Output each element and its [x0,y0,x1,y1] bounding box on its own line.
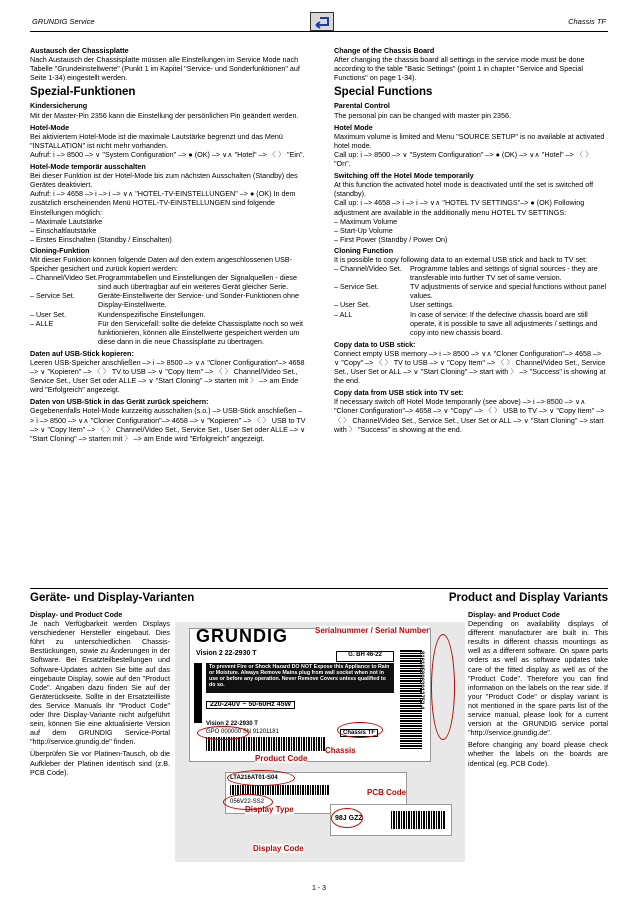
definition-value: Kundenspezifische Einstellungen. [98,309,206,319]
paragraph: Mit dieser Funktion können folgende Daten auf den extern angeschlossenen USB-Speicher gesichert und zurück kopiert werden: [30,254,293,274]
serial-number-vertical: 8161858063012752 4 [418,651,424,710]
list-item: – Maximale Lautstärke [30,216,103,226]
display-number: 056V22-SS2 [230,799,265,805]
model-name: Vision 2 22-2930 T [196,650,257,657]
definition-value: Programmtabellen und Einstellungen der Signalquellen - diese sind auch übertragbar auf ein weiteres Gerät gleicher Serie. [98,273,297,292]
serial-number-callout: Serialnummer / Serial Number [315,626,430,635]
definition-key: – User Set. [334,300,370,310]
header-right: Chassis TF [568,17,606,26]
right-column [334,44,608,437]
paragraph: The personal pin can be changed with master pin 2356. [334,110,512,120]
list-item: – Maximum Volume [334,216,398,226]
paragraph: Connect empty USB memory –> i –> 8500 –> ∨∧ "Cloner Configuration"–> 4658 –> ∨ "Copy" –> 〈 〉 TV to USB –> ∨ "Copy Item" –> 〈 〉 Channel/Video Set., Service Set., User Set or ALL –> ∨ "Start Cloning" –> start with 〉 –> "Success" is showing at the end. [334,348,606,386]
rear-label-photo [175,622,465,862]
subsection-title: Copy data from USB stick into TV set: [334,388,464,398]
subsection-title: Copy data to USB stick: [334,339,416,349]
chassis-highlight-ellipse [337,722,383,738]
subsection-title: Daten auf USB-Stick kopieren: [30,348,134,358]
section-title: Change of the Chassis Board [334,46,435,55]
definition-key: – Service Set. [30,291,75,301]
definition-key: – Channel/Video Set. [30,273,98,283]
definition-key: – ALLE [30,318,54,328]
warning-text: To prevent Fire or Shock Hazard DO NOT Expose this Appliance to Rain or Moisture. Always Remove Mains plug from wall socket when not in use or before any operation. Never Remove Covers unless qualified to do so. [206,663,394,693]
pcb-code-callout: PCB Code [367,788,407,797]
display-type-callout: Display Type [245,805,294,814]
definition-row [30,273,306,291]
display-code-callout: Display Code [253,844,304,853]
list-item: – Erstes Einschalten (Standby / Einschalten) [30,234,172,244]
definition-key: – Channel/Video Set. [334,264,402,274]
list-item: – Start-Up Volume [334,225,393,235]
subsection-title: Hotel-Mode temporär ausschalten [30,162,146,172]
variants-heading-de: Geräte- und Display-Varianten [30,592,195,604]
serial-highlight-ellipse [431,634,455,740]
paragraph: Aufruf: i –> 8500 –> ∨ "System Configuration" –> ● (OK) –> ∨∧ "Hotel" –> 〈 〉 "Ein". [30,149,305,159]
type-plate [189,628,431,762]
chassis-callout: Chassis [325,746,356,755]
definition-key: – Service Set. [334,282,379,292]
subsection-title: Hotel Mode [334,122,373,132]
display-type-ellipse [227,770,295,786]
display-type-code: LTA216AT01-S04 [230,775,278,781]
paragraph: Gegebenenfalls Hotel-Mode kurzzeitig ausschalten (s.o.) –> USB-Stick anschließen –> i –> 8500 –> ∨∧ "Cloner Configuration"–> 4658 –> ∨ "Kopieren" –> 〈 〉 USB to TV –> ∨ "Copy Item" –> 〈 〉 Channel/Video Set., Service Set., User Set oder ALLE –> ∨ "Start Cloning" –> starten mit 〉 –> am Ende wird "Erfolgreich" angezeigt. [30,406,306,443]
definition-row [30,291,306,309]
definition-key: – ALL [334,309,353,319]
definition-value: In case of service: If the defective chassis board are still operate, it is possible to save all adjustments / settings and copy into new chassis board. [410,309,598,337]
subsection-title: Cloning Function [334,245,394,255]
model-name-2: Vision 2 22-2930 T [206,721,258,727]
chassis-box: Chassis TF [340,729,378,737]
paragraph: Leeren USB-Speicher anschließen –> i –> 8500 –> ∨∧ "Cloner Configuration"–> 4658 –> ∨ "Kopieren" –> 〈 〉 TV to USB –> ∨ "Copy Item" –> 〈 〉 Channel/Video Set., Service Set., User Set oder ALLE –> ∨ "Start Cloning" –> starten mit 〉 –> am Ende wird "Erfolgreich" angezeigt. [30,358,305,395]
subsection-title: Display- and Product Code [468,610,560,619]
display-code-ellipse [223,794,273,810]
left-column [30,44,306,446]
paragraph: After changing the chassis board all settings in the service mode must be done according to the table "Basic Settings" (point 1 in chapter "Service and Special Functions" on page 1-34). [334,55,585,83]
subsection-title: Cloning-Funktion [30,245,90,255]
subsection-title: Hotel-Mode [30,122,70,132]
subsection-title: Display- und Product Code [30,610,123,619]
paragraph: Aufruf: i –> 4658 –> i –> i –> ∨∧ "HOTEL-TV-EINSTELLUNGEN" –> ● (OK) In dem zusätzlich erscheinenden Menü HOTEL-TV-EINSTELLUNGEN sind folgende Einstellungen möglich: [30,189,296,217]
list-item: – First Power (Standby / Power On) [334,234,448,244]
warning-strip [194,663,202,723]
definition-row [334,300,608,309]
paragraph: Call up: i –> 4658 –> i –> i –> ∨∧ "HOTEL TV SETTINGS"–> ● (OK) Following adjustment are available in the additionally menu HOTEL TV SETTINGS: [334,198,585,217]
paragraph: Maximum volume is limited and Menu "SOURCE SETUP" is no available at activated hotel mode. [334,131,605,150]
paragraph: At this function the activated hotel mode is deactivated until the set is switched off (standby). [334,180,594,199]
definition-value: TV adjustments of service and special functions without panel values. [410,282,607,301]
paragraph: It is possible to copy following data to an external USB stick and back to TV set: [334,254,588,264]
header-rule [30,31,608,32]
page-number: 1 - 3 [311,885,326,892]
definition-value: Programme tables and settings of signal sources - they are transferable into further TV set of same version. [410,264,598,283]
section-title: Austausch der Chassisplatte [30,46,129,55]
section-heading: Special Functions [334,86,433,99]
bottom-left-text [30,608,170,780]
section-heading: Spezial-Funktionen [30,86,136,99]
paragraph: Depending on availability displays of different manufacturer are built in. This results in different chassis mountings as well as a different software. On spare parts orders as well as software updates take care of the fitted display as well as of the "Product Code". Therefore you can find information on the labels on the rear side. If your "Product Code" or display variant is not mentioned in the spare parts list of the service manual, please look for a current version at the GRUNDIG service portal "http://service.grundig.de". [468,619,608,738]
definition-row [334,282,608,300]
paragraph: Call up: i –> 8500 –> ∨ "System Configuration" –> ● (OK) –> ∨∧ "Hotel" –> 〈 〉 "On". [334,149,593,169]
subsection-title: Parental Control [334,101,390,111]
product-serial-line: GPO 000000 SN 91201181 [206,729,279,735]
section-divider [30,588,608,589]
subsection-title: Switching off the Hotel Mode temporarily [334,171,474,181]
subsection-title: Daten von USB-Stick in das Gerät zurück speichern: [30,397,209,407]
voltage-rating: 220-240V ~ 50-60Hz 45W [206,701,295,709]
pcb-barcode [391,811,446,829]
definition-row [334,310,608,337]
definition-row [30,310,306,319]
paragraph: Je nach Verfügbarkeit werden Displays verschiedener Hersteller eingebaut. Dies führt zu unterschiedlichen Chassis-Bestückungen, sowie zu Änderungen in der Software. Bei Ersatzteilbestellungen und Software-Updates achten Sie bitte auf das eingebaute Display, sowie auf den "Product Code". Angaben dazu finden Sie auf der Geräterückseite. Sollte in der Ersatzteilliste des Service Manuals Ihr "Product Code" oder Ihre Display-Variante nicht aufgeführt sein, können Sie eine aktualisierte Version auf dem GRUNDIG Service-Portal "http://service.grundig.de" finden. [30,619,170,747]
definition-value: Für den Servicefall: sollte die defekte Chassisplatte noch so weit funktionieren, können alle Einstellwerte gespeichert werden um diese dann in die neue Chassisplatte zu übertragen. [98,318,303,346]
back-button[interactable] [310,12,334,31]
definition-key: – User Set. [30,309,66,319]
subsection-title: Kindersicherung [30,101,88,111]
variants-heading-en: Product and Display Variants [448,592,608,604]
header-left: GRUNDIG Service [32,17,95,26]
pcb-code-value: 98J GZZ [335,815,363,822]
g-code-box: G. BH 46-22 [336,651,394,662]
product-code-ellipse [197,726,249,740]
list-item: – Einschaltlautstärke [30,225,97,235]
product-code-callout: Product Code [255,754,308,763]
definition-value: User settings. [410,300,454,310]
return-arrow-icon [311,13,333,30]
page-header [30,12,608,32]
paragraph: If necessary switch off Hotel Mode temporarily (see above) –> i –> 8500 –> ∨∧ "Cloner Configuration"–> 4658 –> ∨ "Copy" –> 〈 〉 USB to TV –> ∨ "Copy Item" –> 〈 〉 Channel/Video Set., Service Set., User Set or ALL –> ∨ "Start Cloning" –> start with 〉 "Success" is showing at the end. [334,397,605,434]
bottom-right-text [468,608,608,771]
grundig-logo: GRUNDIG [196,626,288,646]
paragraph: Before changing any board please check whether the labels on the boards are identical (eg. PCB Code). [468,740,608,768]
paragraph: Bei aktiviertem Hotel-Mode ist die maximale Lautstärke begrenzt und das Menü "INSTALLATION" ist nicht mehr vorhanden. [30,131,283,150]
paragraph: Bei dieser Funktion ist der Hotel-Mode bis zum nächsten Ausschalten (Standby) des Gerätes deaktiviert. [30,171,298,190]
paragraph: Mit der Master-Pin 2356 kann die Einstellung der persönlichen Pin geändert werden. [30,110,299,120]
paragraph: Nach Austausch der Chassisplatte müssen alle Einstellungen im Service Mode nach Tabelle "Grundeinstellwerte" (Punkt 1 im Kapitel "Service- und Sonderfunktionen" auf Seite 1-34) eingestellt werden. [30,55,300,83]
paragraph: Überprüfen Sie vor Platinen-Tausch, ob die Aufkleber der Platinen identisch sind (z.B. PCB Code). [30,749,170,777]
definition-row [334,264,608,282]
definition-row [30,319,306,346]
definition-value: Geräte-Einstellwerte der Service- und Sonder-Funktionen ohne Display-Einstellwerte. [98,291,299,310]
pcb-code-ellipse [331,808,363,828]
